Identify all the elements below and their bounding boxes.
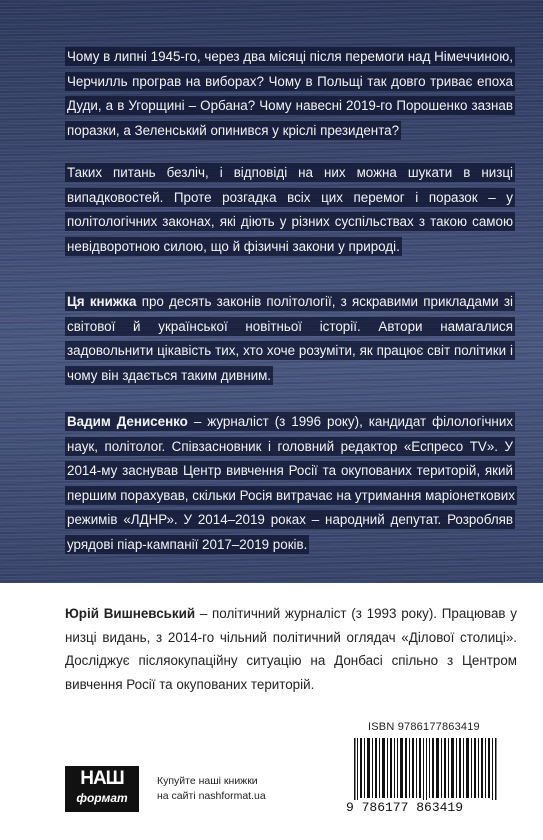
publisher-promo [157,774,266,804]
laws-paragraph [65,161,515,259]
book-description-paragraph [65,290,515,388]
intro-questions-paragraph [65,45,515,143]
laws-text: Таких питань безліч, і відповіді на них можна шукати в низці випадковостей. Проте розгадка всіх цих перемог і поразок – у політологічних законах, які діють у різних суспільствах з такою самою невідворотною силою, що й фізичні закони у природі. [67,165,513,254]
barcode-digits: 9 786177 863419 [346,800,512,815]
intro-questions-text: Чому в липні 1945-го, через два місяці після перемоги над Німеччиною, Черчилль програв на виборах? Чому в Польщі так довго триває епоха Дуди, а в Угорщині – Орбана? Чому навесні 2019-го Порошенко зазнав поразки, а Зеленський опинився у кріслі президента? [67,49,513,138]
publisher-logo [65,766,139,812]
author2-name: Юрій Вишневський [65,606,196,621]
publisher-logo-top: НАШ [80,768,124,789]
author2-bio-text: – політичний журналіст (з 1993 року). Працював у низці видань, з 2014-го чільний політичний оглядач «Ділової столиці». Досліджує післяокупаційну ситуацію на Донбасі спільно з Центром вивчення Росії та окупованих територій. [65,606,517,692]
isbn-label: ISBN 9786177863419 [368,721,480,733]
book-description-text: про десять законів політології, з яскравими прикладами зі світової й української новітньої історії. Автори намагалися задовольнити цікавість тих, хто хоче розуміти, як працює світ політики і чому він здається таким дивним. [67,294,514,383]
book-description-bold: Ця книжка [67,294,137,309]
author1-bio-paragraph [65,410,515,558]
promo-line-1: Купуйте наші книжки [157,775,258,787]
author1-name: Вадим Денисенко [67,414,188,429]
author1-bio-text: – журналіст (з 1996 року), кандидат філологічних наук, політолог. Співзасновник і головний редактор «Еспресо TV». У 2014-му заснував Центр вивчення Росії та окупованих територій, який першим порахував, скільки Росія витрачає на утримання маріонеткових режимів «ЛДНР». У 2014–2019 роках – народний депутат. Розробляв урядові піар-кампанії 2017–2019 років. [67,414,515,552]
author2-bio-paragraph [65,602,517,696]
promo-line-2: на сайті nashformat.ua [157,790,266,802]
publisher-logo-bottom: формат [76,791,128,805]
